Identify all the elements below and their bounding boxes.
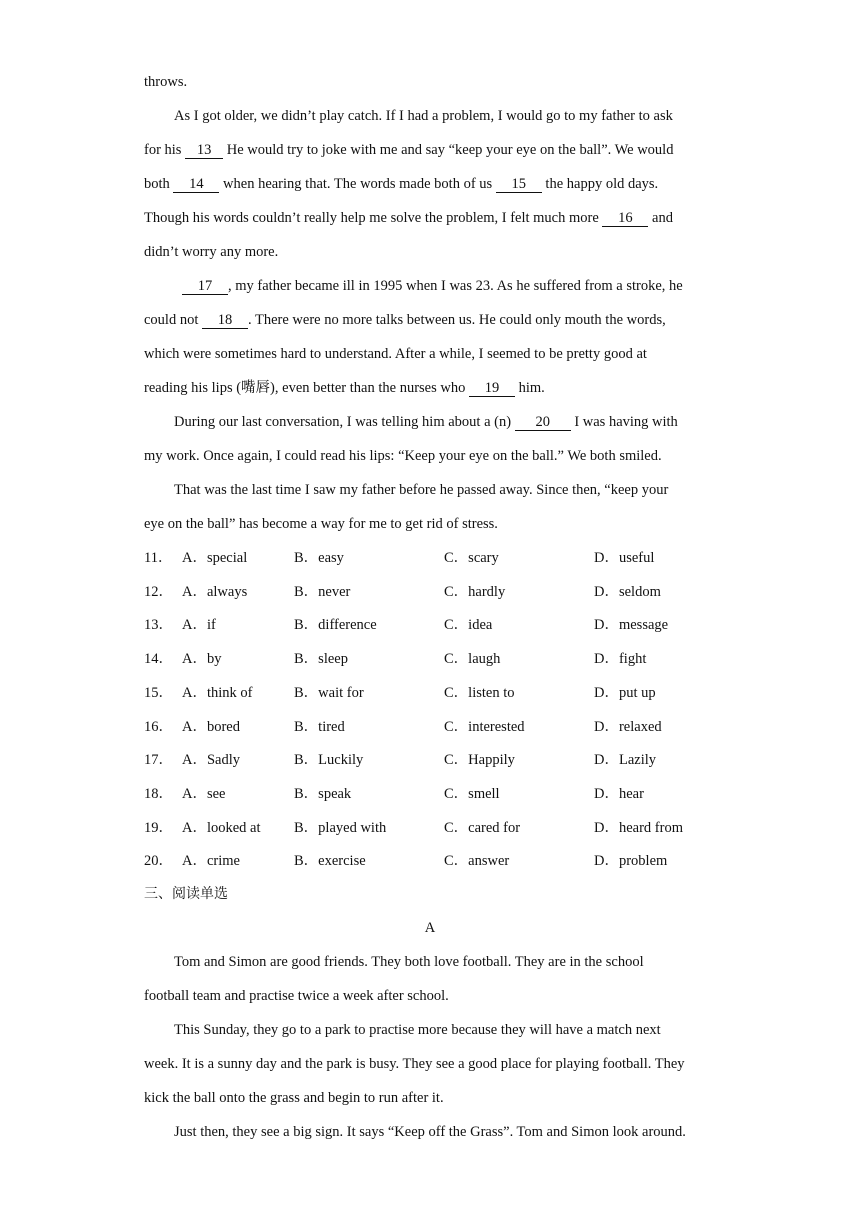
question-number: 11． [144, 550, 173, 566]
option-b: B．difference [294, 617, 377, 634]
passage-line: This Sunday, they go to a park to practise more because they will have a match next [174, 1022, 661, 1038]
option-c: C．hardly [444, 583, 506, 600]
option-a: A．special [182, 550, 248, 566]
option-c: C．listen to [444, 684, 515, 701]
option-b: B．wait for [294, 684, 364, 701]
question-number: 13． [144, 617, 173, 634]
option-c: C．answer [444, 853, 510, 870]
option-b: B．easy [294, 550, 344, 566]
passage-line: could not 18 . There were no more talks between us. He could only mouth the words, [144, 312, 666, 328]
option-a: A．think of [182, 684, 253, 701]
option-c: C．cared for [444, 819, 521, 836]
blank-18: 18 [202, 312, 248, 329]
passage-line: Just then, they see a big sign. It says “Keep off the Grass”. Tom and Simon look around. [174, 1124, 686, 1140]
option-d: D．relaxed [594, 718, 662, 735]
question-row [144, 649, 744, 669]
passage-line: which were sometimes hard to understand. After a while, I seemed to be pretty good at [144, 346, 647, 362]
passage-line: week. It is a sunny day and the park is busy. They see a good place for playing football. They [144, 1056, 685, 1072]
passage-line: Though his words couldn’t really help me solve the problem, I felt much more 16 and [144, 210, 673, 226]
blank-17: 17 [182, 278, 228, 295]
passage-line: kick the ball onto the grass and begin to run after it. [144, 1090, 444, 1106]
question-row [144, 750, 744, 770]
blank-15: 15 [496, 176, 542, 193]
passage-line: football team and practise twice a week after school. [144, 988, 449, 1004]
option-d: D．fight [594, 651, 647, 668]
passage-line: 17 , my father became ill in 1995 when I was 23. As he suffered from a stroke, he [182, 276, 683, 296]
passage-line: throws. [144, 74, 188, 90]
question-row [144, 851, 744, 871]
question-number: 15． [144, 684, 173, 701]
question-row [144, 717, 744, 737]
passage-line: for his 13 He would try to joke with me and say “keep your eye on the ball”. We would [144, 142, 674, 158]
option-b: B．Luckily [294, 752, 364, 769]
option-d: D．useful [594, 550, 655, 566]
passage-line: my work. Once again, I could read his lips: “Keep your eye on the ball.” We both smiled. [144, 448, 662, 464]
question-number: 12． [144, 583, 173, 600]
option-d: D．hear [594, 785, 644, 802]
passage-line: eye on the ball” has become a way for me to get rid of stress. [144, 516, 498, 532]
question-row [144, 818, 744, 838]
option-d: D．put up [594, 684, 656, 701]
option-b: B．speak [294, 785, 352, 802]
option-a: A．always [182, 583, 248, 600]
option-d: D．problem [594, 853, 668, 870]
option-a: A．crime [182, 853, 240, 870]
option-c: C．Happily [444, 752, 515, 769]
passage-line: During our last conversation, I was telling him about a (n) 20 I was having with [174, 414, 678, 430]
question-row [144, 615, 744, 635]
option-a: A．Sadly [182, 752, 240, 769]
passage-line: didn’t worry any more. [144, 244, 279, 260]
passage-line: As I got older, we didn’t play catch. If I had a problem, I would go to my father to ask [174, 108, 673, 124]
section-title: 三、阅读单选 [144, 886, 228, 902]
blank-19: 19 [469, 380, 515, 397]
option-a: A．by [182, 651, 222, 668]
option-d: D．message [594, 617, 669, 634]
option-a: A．if [182, 617, 216, 634]
option-d: D．Lazily [594, 752, 657, 769]
question-number: 17． [144, 752, 173, 769]
passage-line: That was the last time I saw my father before he passed away. Since then, “keep your [174, 482, 669, 498]
option-a: A．bored [182, 718, 240, 735]
blank-16: 16 [602, 210, 648, 227]
question-number: 16． [144, 718, 173, 735]
option-b: B．tired [294, 718, 345, 735]
question-number: 20． [144, 853, 173, 870]
option-d: D．heard from [594, 819, 683, 836]
option-b: B．exercise [294, 853, 366, 870]
question-row [144, 683, 744, 703]
option-a: A．see [182, 785, 226, 802]
option-c: C．smell [444, 785, 500, 802]
option-d: D．seldom [594, 583, 661, 600]
passage-label: A [424, 920, 436, 936]
option-a: A．looked at [182, 819, 261, 836]
option-c: C．interested [444, 718, 525, 735]
question-number: 19． [144, 819, 173, 836]
question-row [144, 582, 744, 602]
blank-20: 20 [515, 414, 571, 431]
option-c: C．idea [444, 617, 493, 634]
passage-line: Tom and Simon are good friends. They both love football. They are in the school [174, 954, 644, 970]
option-b: B．never [294, 583, 351, 600]
question-row [144, 548, 744, 568]
option-b: B．played with [294, 819, 387, 836]
blank-13: 13 [185, 142, 223, 159]
question-row [144, 784, 744, 804]
question-number: 14． [144, 651, 173, 668]
passage-line: reading his lips (嘴唇), even better than the nurses who 19 him. [144, 380, 545, 396]
blank-14: 14 [173, 176, 219, 193]
question-number: 18． [144, 785, 173, 802]
option-b: B．sleep [294, 651, 348, 668]
option-c: C．scary [444, 550, 499, 566]
passage-line: both 14 when hearing that. The words made both of us 15 the happy old days. [144, 176, 659, 192]
option-c: C．laugh [444, 651, 501, 668]
